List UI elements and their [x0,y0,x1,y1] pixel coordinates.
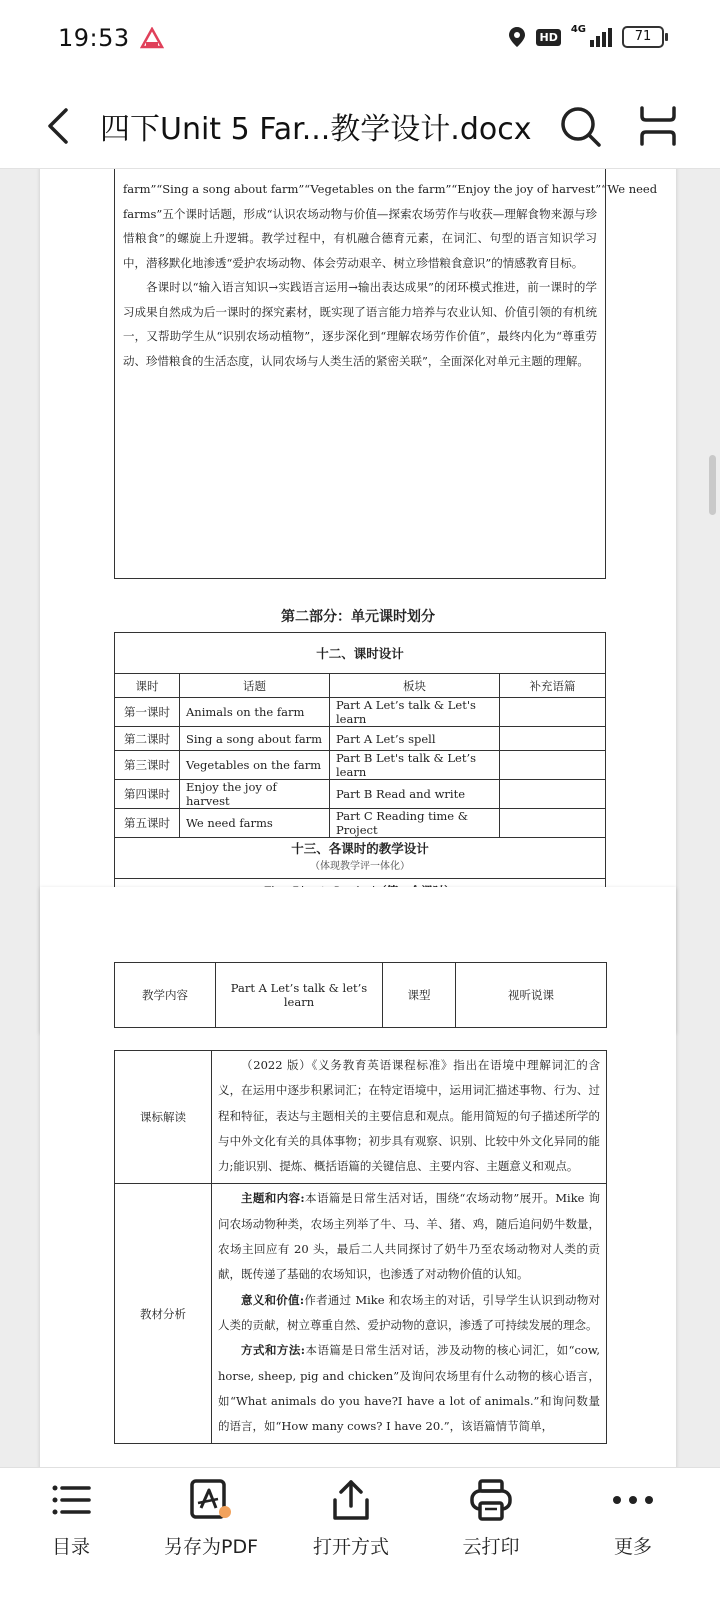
type-label: 课型 [383,963,456,1028]
pdf-icon [189,1478,233,1522]
method-label: 方式和方法: [241,1343,306,1358]
overview-text-line: farm”“Sing a song about farm”“Vegetables on the farm”“Enjoy the joy of harvest”“We need [123,182,658,196]
share-icon [329,1478,373,1522]
toolbar-label: 目录 [51,1536,90,1558]
design-section [115,838,606,879]
signal-icon [590,27,612,47]
clock: 19:53 [58,24,130,52]
toolbar-label: 打开方式 [312,1536,389,1558]
period-cell: 第一课时 [115,698,180,727]
period-cell: 第五课时 [115,809,180,838]
section-cell: Part C Reading time & Project [330,809,500,838]
design-section-subtitle: （体现教学评一体化） [310,861,410,872]
header-cell: 话题 [180,674,330,698]
cloud-print-button[interactable] [431,1468,551,1605]
period-cell: 第四课时 [115,780,180,809]
standard-text [212,1051,607,1184]
analysis-table [114,1050,607,1444]
printer-icon [469,1478,513,1522]
toc-button[interactable] [11,1468,131,1605]
design-section-title: 十三、各课时的教学设计 [291,841,429,856]
type-value: 视听说课 [456,963,607,1028]
method-paragraph [218,1338,600,1439]
lesson-info-table [114,962,607,1028]
period-cell: 第二课时 [115,727,180,751]
more-button[interactable] [573,1468,693,1605]
standard-paragraph: （2022 版）《义务教育英语课程标准》指出在语境中理解词汇的含义，在运用中逐步积累词汇；在特定语境中，运用词汇描述事物、行为、过程和特征，表达与主题相关的主要信息和观点。能用简短的句子描述所学的与中外文化有关的具体事物；初步具有观察、识别、比较中外文化异同的能力;能识别、提炼、概括语篇的关键信息、主要内容、主题意义和观点。 [218,1058,600,1174]
section-cell: Part B Let's talk & Let’s learn [330,751,500,780]
section-cell: Part A Let’s talk & Let's learn [330,698,500,727]
toolbar-label: 云打印 [462,1536,520,1558]
meaning-label: 意义和价值: [241,1292,305,1307]
network-type: 4G [570,23,586,35]
section-cell: Part A Let’s spell [330,727,500,751]
table-row [115,751,606,780]
document-viewport[interactable] [0,169,720,1500]
theme-text: 本语篇是日常生活对话，围绕“农场动物”展开。Mike 询问农场动物种类，农场主列举了牛、马、羊、猪、鸡，随后追问奶牛数量，农场主回应有 20 头，最后二人共同探讨了奶牛乃至农场动物对人类的贡献，既传递了基础的农场知识，也渗透了对动物价值的认知。 [218,1191,601,1282]
toolbar-label: 另存为PDF [163,1536,259,1558]
header-cell: 课时 [115,674,180,698]
method-text: 本语篇是日常生活对话，涉及动物的核心词汇，如“cow, horse, sheep, pig and chicken”及询问农场里有什么动物的核心语言，如“What animals do you have?I have a lot of animals.”和询问数量的语言，如“How many cows? I have 20.”，该语篇情节简单， [218,1343,600,1434]
list-icon [49,1478,93,1522]
search-icon[interactable] [558,104,602,148]
supplement-cell [500,751,606,780]
section-cell: Part B Read and write [330,780,500,809]
hd-badge: HD [536,29,560,46]
save-as-pdf-button[interactable] [151,1468,271,1605]
table-row [115,698,606,727]
overview-paragraph: farms”五个课时话题，形成“认识农场动物与价值—探索农场劳作与收获—理解食物来源与珍惜粮食”的螺旋上升逻辑。教学过程中，有机融合德育元素，在词汇、句型的语言知识学习中，潜移默化地渗透“爱护农场动物、体会劳动艰辛、树立珍惜粮食意识”的情感教育目标。 [123,206,597,270]
theme-paragraph [218,1186,600,1287]
table-row [115,809,606,838]
supplement-cell [500,780,606,809]
content-value: Part A Let’s talk & let’s learn [216,963,383,1028]
toolbar-label: 更多 [613,1536,652,1558]
topic-cell: Animals on the farm [180,698,330,727]
topic-cell: Vegetables on the farm [180,751,330,780]
material-label: 教材分析 [115,1184,212,1444]
topic-cell: Enjoy the joy of harvest [180,780,330,809]
more-icon [611,1478,655,1522]
table-row [115,780,606,809]
header-cell: 板块 [330,674,500,698]
schedule-section-title: 十二、课时设计 [115,633,606,674]
topic-cell: We need farms [180,809,330,838]
open-with-button[interactable] [291,1468,411,1605]
meaning-text: 作者通过 Mike 和农场主的对话，引导学生认识到动物对人类的贡献，树立尊重自然、爱护动物的意识，渗透了可持续发展的理念。 [218,1292,600,1332]
theme-label: 主题和内容: [241,1191,305,1206]
supplement-cell [500,727,606,751]
back-arrow-icon[interactable] [40,106,80,146]
standard-label: 课标解读 [115,1051,212,1184]
material-text [212,1184,607,1444]
content-label: 教学内容 [115,963,216,1028]
lesson-schedule-table [114,632,606,903]
status-bar [0,0,720,82]
supplement-cell [500,809,606,838]
overview-paragraph-2: 各课时以“输入语言知识→实践语言运用→输出表达成果”的闭环模式推进，前一课时的学习成果自然成为后一课时的探究素材，既实现了语言能力培养与农业认知、价值引领的有机统一，又帮助学生从“识别农场动植物”，逐步深化到“理解农场劳作价值”，最终内化为“尊重劳动、珍惜粮食的生活态度，认同农场与人类生活的紧密关联”，全面深化对单元主题的理解。 [123,280,597,368]
title-bar [0,82,720,169]
period-cell: 第三课时 [115,751,180,780]
meaning-paragraph [218,1288,600,1339]
document-page [40,887,676,1500]
bottom-toolbar [0,1467,720,1605]
part2-heading: 第二部分：单元课时划分 [281,609,435,625]
battery-indicator: 71 [622,26,664,48]
fullscreen-icon[interactable] [636,104,680,148]
unit-overview-box [114,169,658,579]
header-cell: 补充语篇 [500,674,606,698]
app-notification-icon [140,27,164,51]
table-row [115,727,606,751]
topic-cell: Sing a song about farm [180,727,330,751]
supplement-cell [500,698,606,727]
scrollbar-thumb[interactable] [709,455,716,515]
document-title: 四下Unit 5 Far...教学设计.docx [100,112,532,147]
location-icon [508,26,526,48]
